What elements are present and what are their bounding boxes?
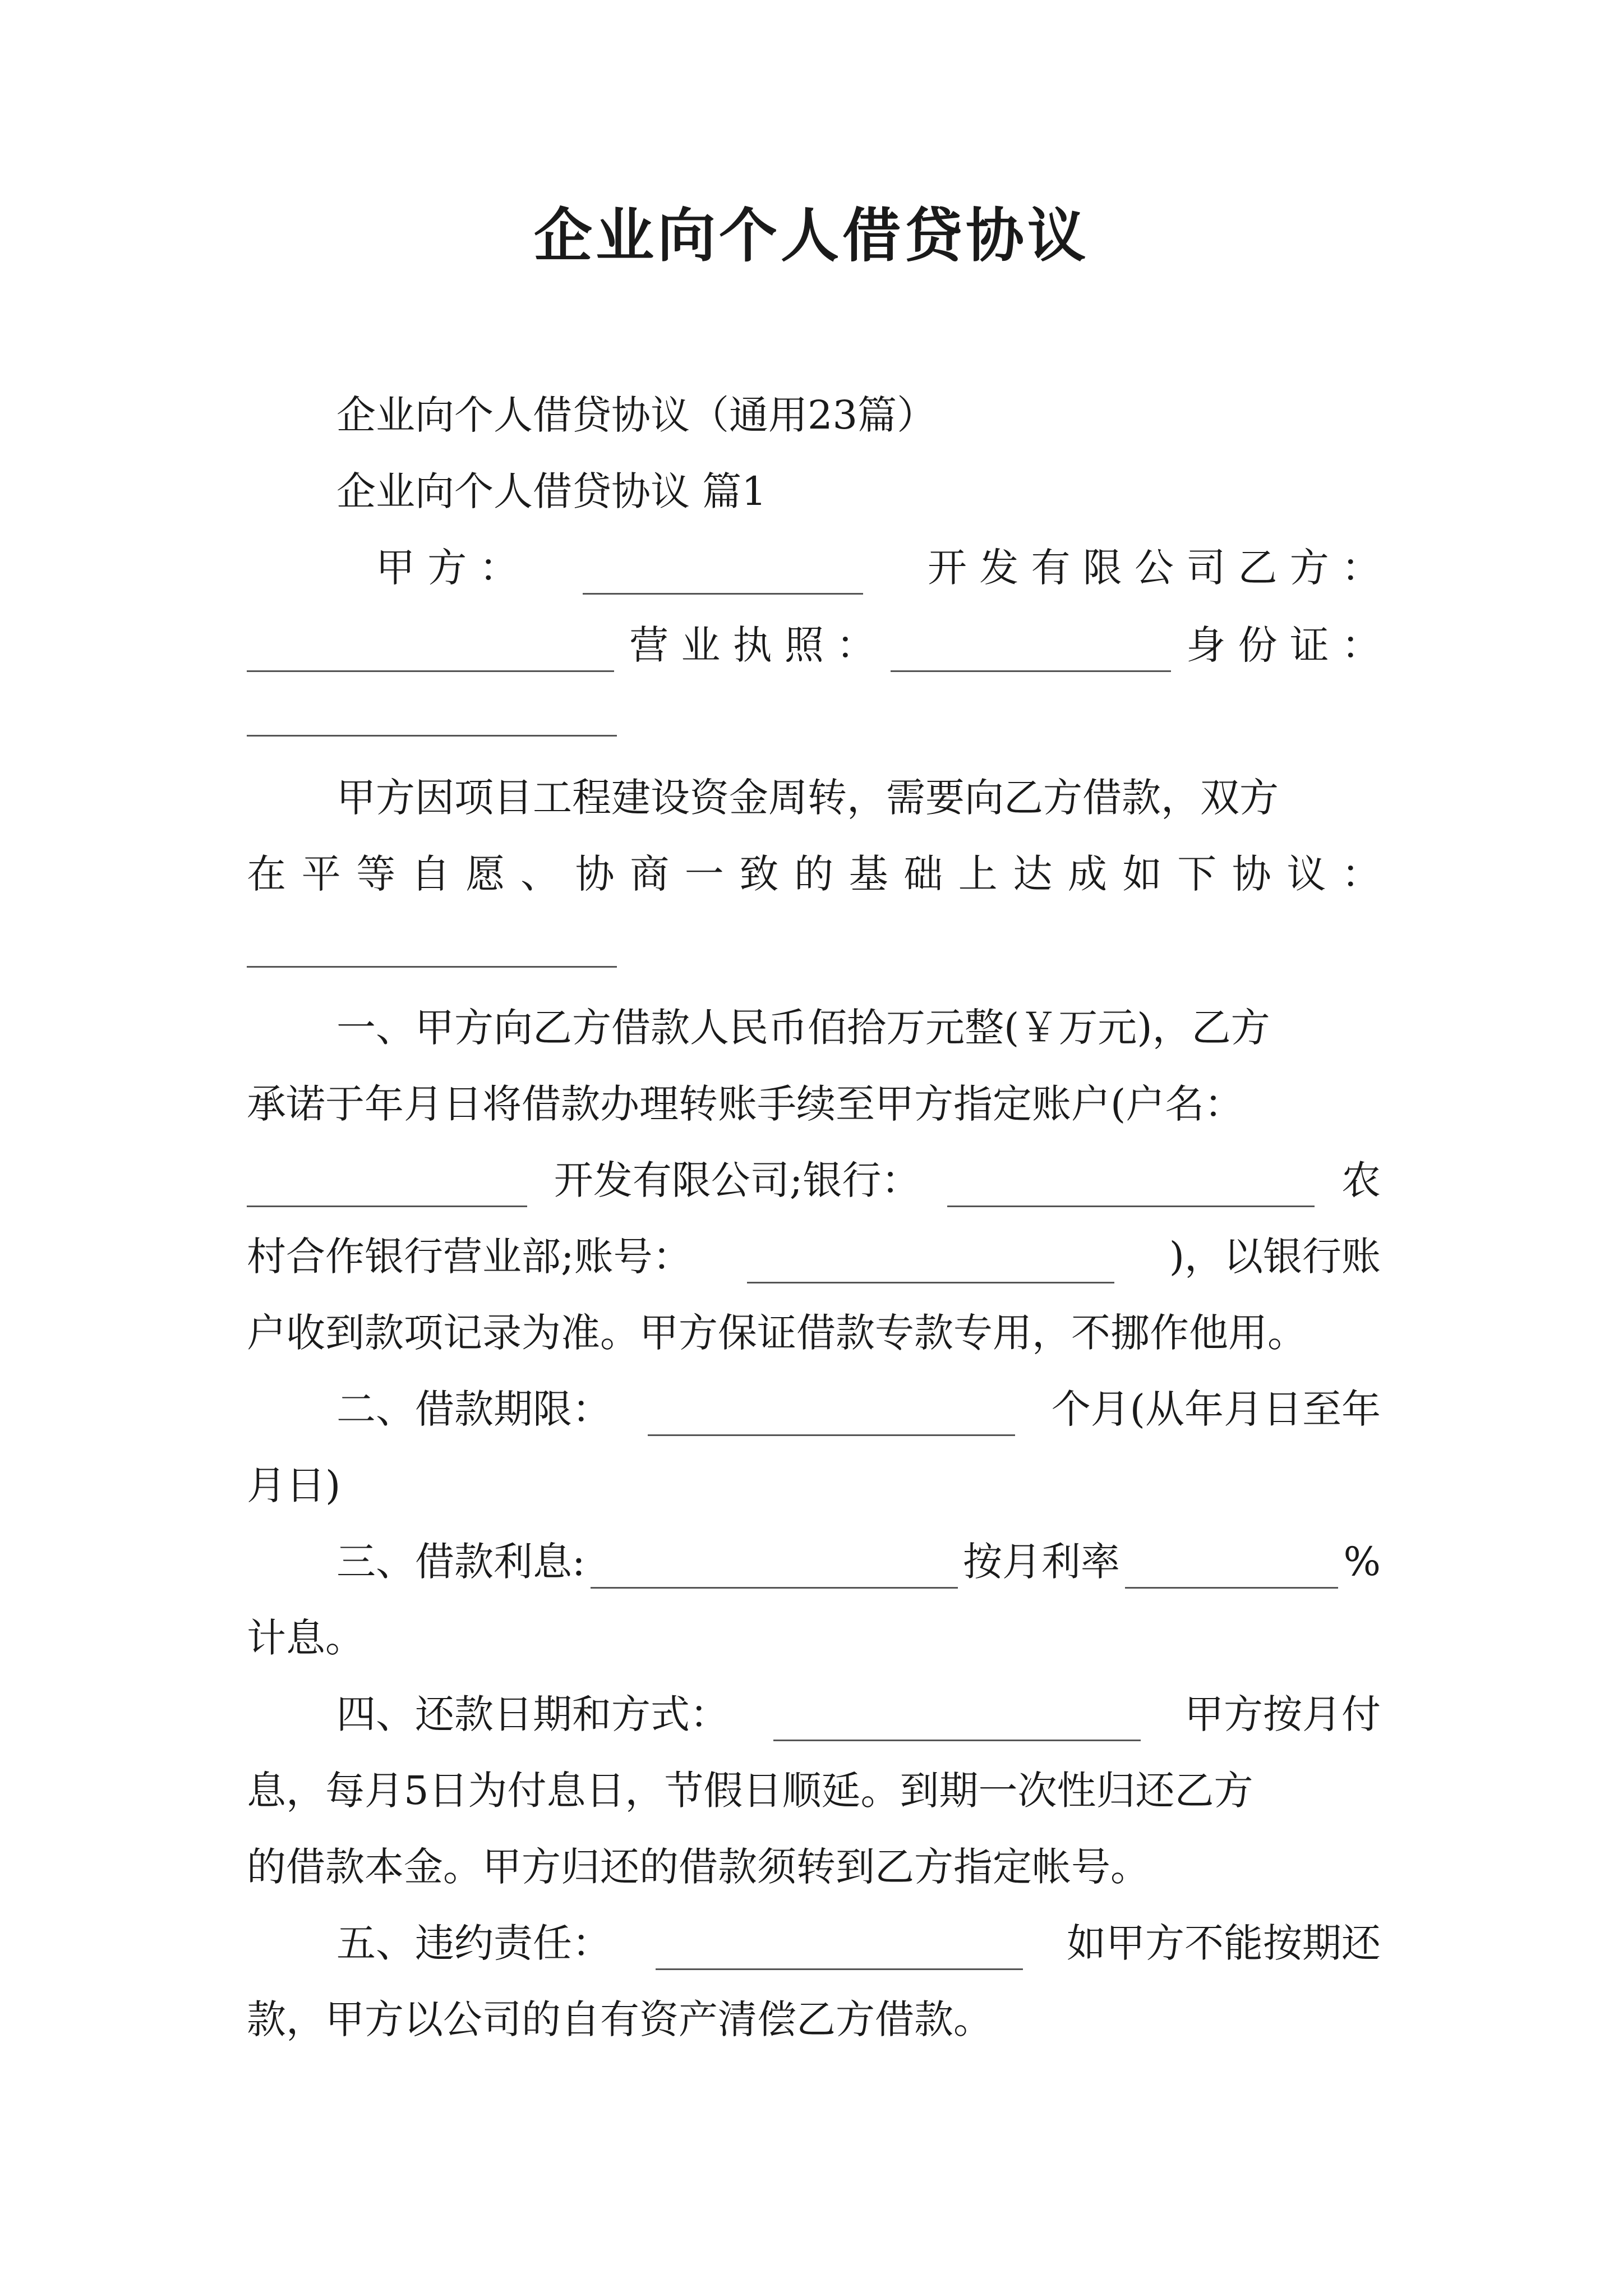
clause4-line-1 <box>336 1687 1381 1741</box>
party-a-line <box>376 541 1381 595</box>
id-blank <box>247 735 617 737</box>
clause1-line-1: 一、甲方向乙方借款人民币佰拾万元整(￥万元)，乙方 <box>336 1005 1270 1051</box>
party-a-label: 甲 方 ： <box>376 545 519 591</box>
id-label: 身 份 证 ： <box>1186 622 1381 668</box>
party-a-suffix: 开 发 有 限 公 司 乙 方 ： <box>927 545 1381 591</box>
clause3-line-2: 计息。 <box>247 1615 365 1661</box>
clause4-line-3: 的借款本金。甲方归还的借款须转到乙方指定帐号。 <box>247 1844 1150 1890</box>
clause5-end: 如甲方不能按期还 <box>1067 1920 1381 1966</box>
section-heading: 企业向个人借贷协议 篇1 <box>336 468 767 514</box>
clause5-start: 五、违约责任： <box>336 1920 611 1966</box>
intro-line-1: 甲方因项目工程建设资金周转，需要向乙方借款，双方 <box>336 775 1279 821</box>
repayment-blank <box>773 1700 1141 1741</box>
clause2-start: 二、借款期限： <box>336 1386 611 1432</box>
clause5-line-2: 款，甲方以公司的自有资产清偿乙方借款。 <box>247 1996 993 2042</box>
clause3-line-1 <box>336 1535 1381 1589</box>
clause3-end: % <box>1343 1539 1381 1585</box>
document-subtitle: 企业向个人借贷协议（通用23篇） <box>336 392 937 438</box>
document-title: 企业向个人借贷协议 <box>533 201 1089 270</box>
clause2-line-2: 月日) <box>247 1462 341 1508</box>
clause2-end: 个月(从年月日至年 <box>1051 1386 1381 1432</box>
license-line <box>247 618 1381 672</box>
clause3-start: 三、借款利息: <box>336 1539 585 1585</box>
intro-line-2-text: 在 平 等 自 愿 、 协 商 一 致 的 基 础 上 达 成 如 下 协 议 ： <box>247 851 1381 897</box>
clause2-line-1 <box>336 1382 1381 1436</box>
clause1-line-5: 户收到款项记录为准。甲方保证借款专款专用，不挪作他用。 <box>247 1310 1307 1356</box>
clause4-end: 甲方按月付 <box>1184 1691 1381 1737</box>
account-number-blank <box>747 1243 1114 1283</box>
clause4-line-2: 息，每月5日为付息日，节假日顺延。到期一次性归还乙方 <box>247 1768 1253 1814</box>
intro-blank <box>247 966 617 968</box>
clause5-line-1 <box>336 1916 1381 1970</box>
clause1-line3-mid: 开发有限公司;银行： <box>554 1157 921 1203</box>
loan-term-blank <box>648 1395 1015 1436</box>
clause3-mid: 按月利率 <box>963 1539 1121 1585</box>
rate-blank <box>1125 1548 1338 1589</box>
clause1-line4-start: 村合作银行营业部;账号： <box>247 1234 692 1280</box>
intro-line-2 <box>247 847 1381 901</box>
party-b-blank <box>247 631 614 672</box>
license-blank <box>891 631 1171 672</box>
account-name-blank <box>247 1166 527 1207</box>
interest-blank <box>591 1548 958 1589</box>
license-label: 营 业 执 照 ： <box>629 622 876 668</box>
bank-blank <box>947 1166 1315 1207</box>
clause1-line4-end: )，以银行账 <box>1169 1234 1381 1280</box>
clause1-line-3 <box>247 1153 1381 1207</box>
party-a-blank <box>583 554 863 595</box>
clause1-line-2: 承诺于年月日将借款办理转账手续至甲方指定账户(户名： <box>247 1081 1244 1127</box>
clause4-start: 四、还款日期和方式： <box>336 1691 729 1737</box>
liability-blank <box>656 1929 1023 1970</box>
clause1-line-4 <box>247 1230 1381 1283</box>
clause1-line3-end: 农 <box>1341 1157 1381 1203</box>
